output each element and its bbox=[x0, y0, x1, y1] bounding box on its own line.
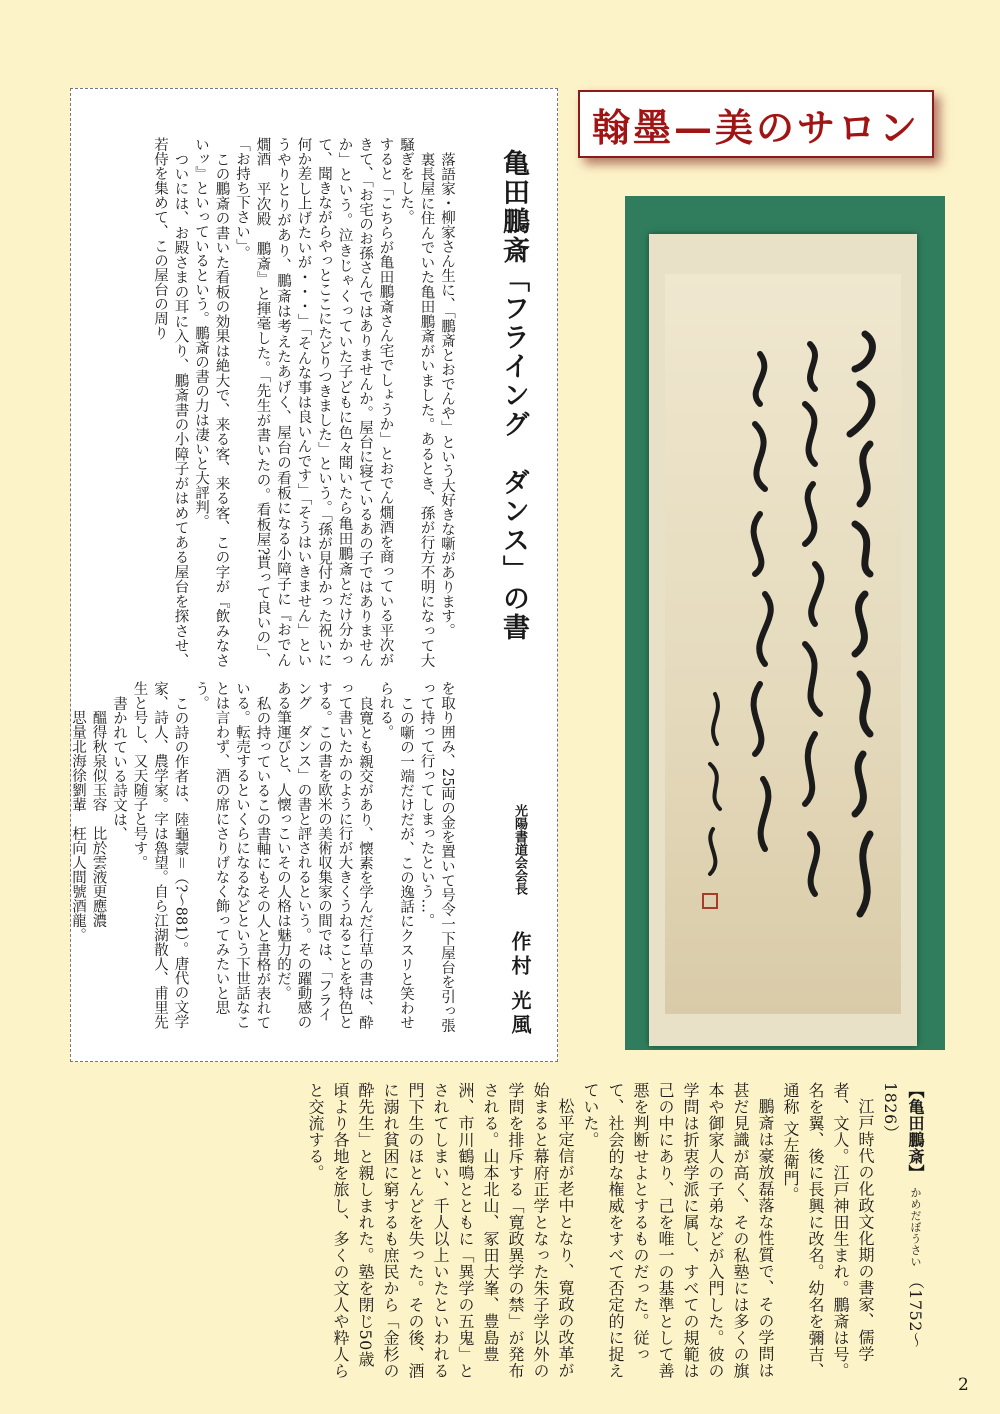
paragraph: 裏長屋に住んでいた亀田鵬斎がいました。あるとき、孫が行方不明になって大騒ぎをした。 bbox=[398, 137, 435, 667]
calligraphy-strokes bbox=[665, 274, 901, 1014]
paragraph: 書かれている詩文は、 bbox=[111, 695, 127, 841]
author-name: 作村 光風 bbox=[508, 931, 532, 1038]
author-organization: 光陽書道会会長 bbox=[512, 804, 527, 895]
bio-paragraph: 鵬斎は豪放磊落な性質で、その学問は甚だ見識が高く、その私塾には多くの旗本や御家人の子弟などが入門した。彼の学問は折衷学派に属し、すべての規範は己の中にあり、己を唯一の基準として善悪を判断せよとするものだった。従って、社会的な権威をすべて否定的に捉えていた。 bbox=[581, 1082, 775, 1379]
paragraph: この鵬斎の書いた看板の効果は絶大で、来る客、来る客、この字が『飲みなさいッ』といっているという。鵬斎の書の力は凄いと大評判。 bbox=[193, 137, 230, 667]
bio-paragraph: 江戸時代の化政文化期の書家、儒学者、文人。江戸神田生まれ。鵬斎は号。名を翼、後に長興に改名。幼名を彌吉、通称 文左衛門。 bbox=[781, 1082, 875, 1379]
article-box bbox=[70, 88, 558, 1062]
section-banner bbox=[578, 90, 934, 158]
article-title: 亀田鵬斎「フライング ダンス」の書 bbox=[498, 149, 529, 642]
paragraph: この詩の作者は、陸龜蒙＝（?～881）。唐代の文学家、詩人、農学家。字は魯望。自ら江湖散人、甫里先生と号し、又天随子と号す。 bbox=[131, 681, 189, 1029]
paragraph: この噺の一端だけだが、この逸話にクスリと笑わせられる。 bbox=[377, 681, 414, 1029]
article-body-lower bbox=[68, 681, 458, 1033]
paragraph: すると「こちらが亀田鵬斎さん宅でしょうか」とおでん燗酒を商っている平次がきて、「お宅のお孫さんではありませんか。屋台に寝ているあの子ではありませんか」という。泣きじゃくっていた子どもに色々聞いたら亀田鵬斎とだけ分かって、聞きながらやっとここにたどりつきました」という。「孫が見付かった祝いに何か差し上げたいが・・・」「そんな事は良いんです」「そうはいきません」というやりとりがあり、鵬斎は考えたあげく、屋台の看板になる小障子に『おでん 燗酒 平次殿 鵬斎』と揮毫した。「先生が書いたの。看板屋?貰って良いの」、「お持ち下さい」。 bbox=[234, 137, 394, 682]
bio-reading: かめだぼうさい bbox=[909, 1186, 922, 1268]
poem-line: 思量北海徐劉輩 枉向人間號酒龍。 bbox=[70, 710, 86, 942]
scroll-mount bbox=[649, 234, 917, 1046]
article-body-upper bbox=[150, 137, 458, 682]
paragraph: を取り囲み、25両の金を置いて号令一下屋台を引っ張って持って行ってしまったという…。 bbox=[418, 681, 455, 1033]
page-number: 2 bbox=[958, 1375, 969, 1395]
paragraph: ついには、お殿さまの耳に入り、鵬斎書の小障子がはめてある屋台を探させ、若侍を集めて、この屋台の周り bbox=[152, 137, 189, 667]
scroll-paper bbox=[665, 274, 901, 1014]
bio-heading: 【亀田鵬斎】 bbox=[906, 1082, 925, 1181]
banner-title: 翰墨—美のサロン bbox=[591, 104, 920, 150]
calligraphy-scroll-image bbox=[625, 196, 945, 1050]
paragraph: 良寛とも親交があり、懐素を学んだ行草の書は、酔って書いたかのように行が大きくうねることを特色とする。この書を欧米の美術収集家の間では、「フライング ダンス」の書と評されるという。その躍動感のある筆運びと、人懐っこいその人格は魅力的だ。 bbox=[275, 681, 373, 1029]
bio-paragraph: 松平定信が老中となり、寛政の改革が始まると幕府正学となった朱子学以外の学問を排斥する「寛政異学の禁」が発布される。山本北山、冢田大峯、豊島豊洲、市川鶴鳴とともに「異学の五鬼」とされてしまい、千人以上いたといわれる門下生のほとんどを失った。その後、酒に溺れ貧困に窮するも庶民から「金杉の酔先生」と親しまれた。塾を閉じ50歳頃より各地を旅し、多くの文人や粋人らと交流する。 bbox=[306, 1082, 575, 1379]
paragraph: 私の持っているこの書軸にもその人と書格が表れている。転売するといくらになるなどという下世話なことは言わず、酒の席にさりげなく飾ってみたいと思う。 bbox=[193, 681, 271, 1029]
bio-years: （1752～1826） bbox=[881, 1082, 925, 1349]
poem-line: 醞得秋泉似玉容 比於雲液更應濃 bbox=[90, 710, 107, 928]
seal-stamp bbox=[703, 894, 717, 908]
paragraph: 落語家・柳家さん生に、「鵬斎とおでんや」という大好きな噺があります。 bbox=[439, 151, 455, 638]
biography-section bbox=[303, 1082, 928, 1382]
